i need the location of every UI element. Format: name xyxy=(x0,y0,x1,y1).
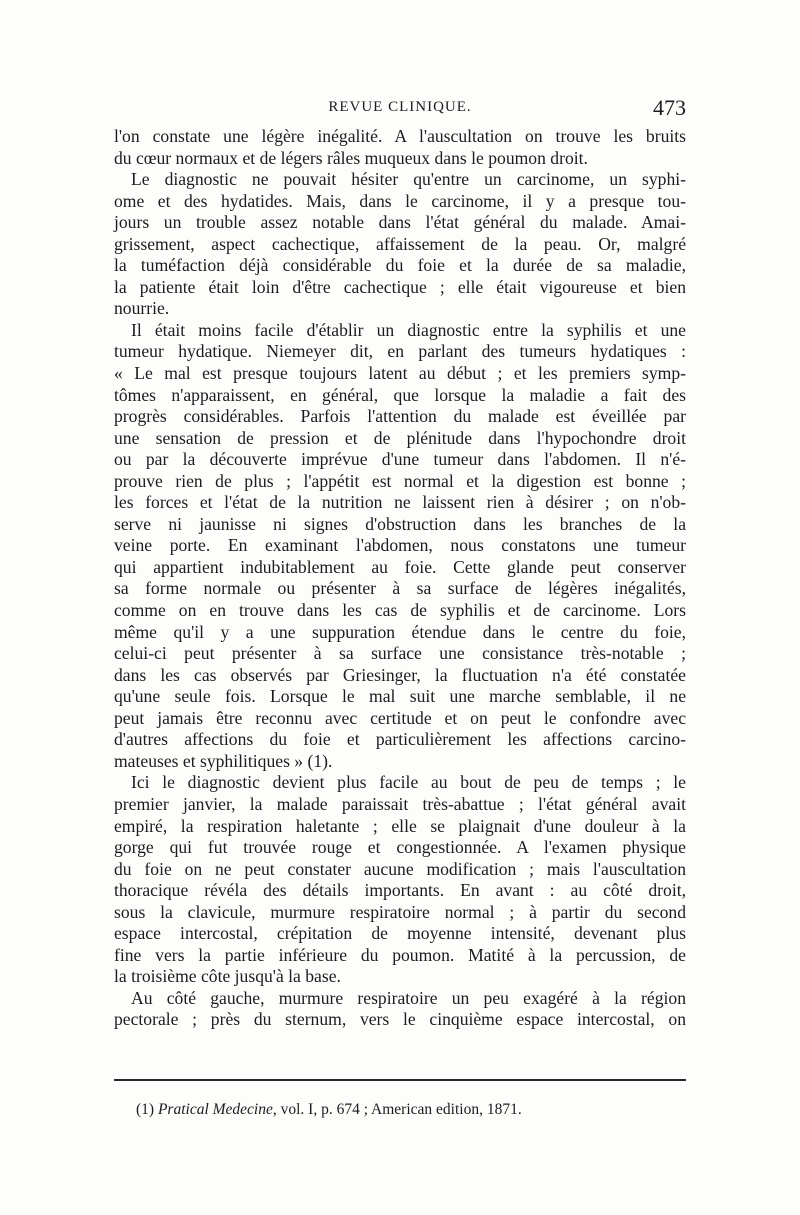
footnote-rest: vol. I, p. 674 ; American edition, 1871. xyxy=(280,1101,522,1118)
text-line: Au côté gauche, murmure respiratoire un peu exagéré à la région xyxy=(131,987,686,1008)
text-line: serve ni jaunisse ni signes d'obstruction dans les branches de la xyxy=(114,513,686,534)
text-line: la patiente était loin d'être cachectique ; elle était vigoureuse et bien xyxy=(114,276,686,297)
text-line: thoracique révéla des détails importants. En avant : au côté droit, xyxy=(114,880,686,901)
text-line: la troisième côte jusqu'à la base. xyxy=(114,966,341,987)
text-line: l'on constate une légère inégalité. A l'auscultation on trouve les bruits xyxy=(114,126,686,146)
text-line: prouve rien de plus ; l'appétit est normal et la digestion est bonne ; xyxy=(114,470,686,491)
text-line: sous la clavicule, murmure respiratoire normal ; à partir du second xyxy=(114,901,686,922)
text-line: les forces et l'état de la nutrition ne laissent rien à désirer ; on n'ob- xyxy=(114,492,686,513)
text-line: du foie on ne peut constater aucune modification ; mais l'auscultation xyxy=(114,858,686,879)
text-line: peut jamais être reconnu avec certitude et on peut le confondre avec xyxy=(114,707,686,728)
text-line: Ici le diagnostic devient plus facile au bout de peu de temps ; le xyxy=(131,772,686,793)
page-header xyxy=(114,95,686,121)
text-line: « Le mal est presque toujours latent au début ; et les premiers symp- xyxy=(114,363,686,384)
body-text xyxy=(114,126,686,1031)
text-line: veine porte. En examinant l'abdomen, nous constatons une tumeur xyxy=(114,535,686,556)
text-line: ome et des hydatides. Mais, dans le carcinome, il y a presque tou- xyxy=(114,190,686,211)
text-line: une sensation de pression et de plénitude dans l'hypochondre droit xyxy=(114,427,686,448)
footnote-title: Pratical Medecine, xyxy=(157,1101,277,1118)
footnote xyxy=(136,1101,522,1119)
text-line: sa forme normale ou présenter à sa surface de légères inégalités, xyxy=(114,578,686,599)
page-number: 473 xyxy=(653,95,686,120)
text-line: gorge qui fut trouvée rouge et congestionnée. A l'examen physique xyxy=(114,837,686,858)
text-line: d'autres affections du foie et particulièrement les affections carcino- xyxy=(114,729,686,750)
text-line: tumeur hydatique. Niemeyer dit, en parlant des tumeurs hydatiques : xyxy=(114,341,686,362)
text-line: mateuses et syphilitiques » (1). xyxy=(114,750,333,771)
footnote-rule xyxy=(114,1079,686,1081)
text-line: nourrie. xyxy=(114,298,170,319)
text-line: qui appartient indubitablement au foie. Cette glande peut conserver xyxy=(114,556,686,577)
text-line: même qu'il y a une suppuration étendue dans le centre du foie, xyxy=(114,621,686,642)
text-line: la tuméfaction déjà considérable du foie et la durée de sa maladie, xyxy=(114,255,686,276)
text-line: celui-ci peut présenter à sa surface une consistance très-notable ; xyxy=(114,643,686,664)
text-line: pectorale ; près du sternum, vers le cinquième espace intercostal, on xyxy=(114,1009,686,1030)
text-line: espace intercostal, crépitation de moyenne intensité, devenant plus xyxy=(114,923,686,944)
text-line: ou par la découverte imprévue d'une tumeur dans l'abdomen. Il n'é- xyxy=(114,449,686,470)
text-line: fine vers la partie inférieure du poumon. Matité à la percussion, de xyxy=(114,944,686,965)
text-line: dans les cas observés par Griesinger, la fluctuation n'a été constatée xyxy=(114,664,686,685)
text-line: qu'une seule fois. Lorsque le mal suit une marche semblable, il ne xyxy=(114,686,686,707)
text-line: empiré, la respiration haletante ; elle se plaignait d'une douleur à la xyxy=(114,815,686,836)
footnote-marker: (1) xyxy=(136,1101,155,1118)
text-line: progrès considérables. Parfois l'attention du malade est éveillée par xyxy=(114,406,686,427)
text-line: Le diagnostic ne pouvait hésiter qu'entre un carcinome, un syphi- xyxy=(131,169,686,190)
text-line: jours un trouble assez notable dans l'état général du malade. Amai- xyxy=(114,212,686,233)
text-line: Il était moins facile d'établir un diagnostic entre la syphilis et une xyxy=(131,319,686,340)
text-line: grissement, aspect cachectique, affaissement de la peau. Or, malgré xyxy=(114,233,686,254)
text-line: tômes n'apparaissent, en général, que lorsque la maladie a fait des xyxy=(114,384,686,405)
text-line: premier janvier, la malade paraissait très-abattue ; l'état général avait xyxy=(114,793,686,814)
text-line: du cœur normaux et de légers râles muqueux dans le poumon droit. xyxy=(114,147,588,168)
text-line: comme on en trouve dans les cas de syphilis et de carcinome. Lors xyxy=(114,600,686,621)
running-title: REVUE CLINIQUE. xyxy=(328,99,472,115)
